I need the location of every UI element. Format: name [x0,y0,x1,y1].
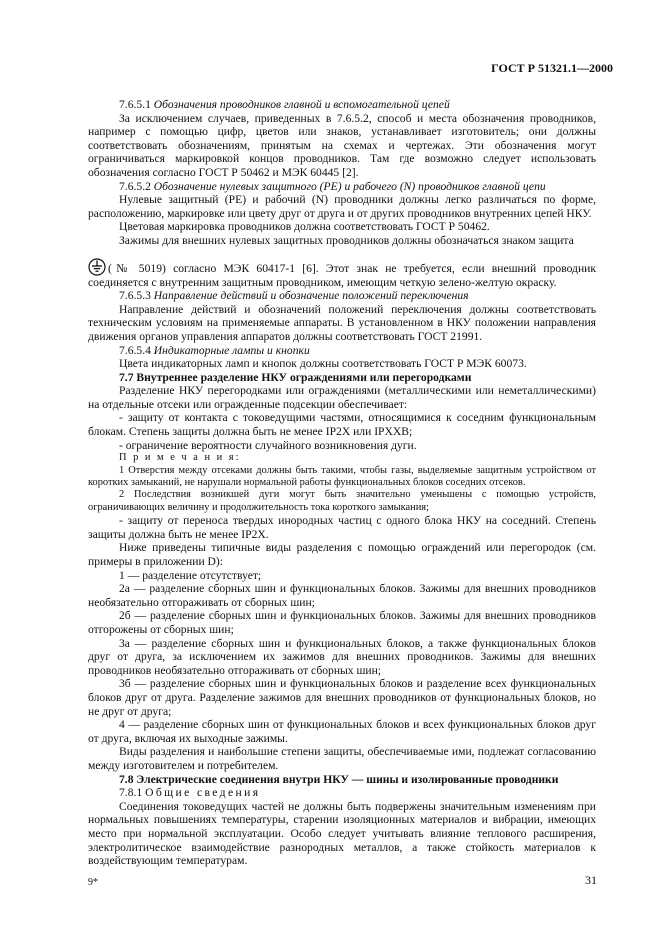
clause-7-6-5-1: 7.6.5.1 Обозначения проводников главной и вспомогательной цепей [119,98,450,111]
paragraph: Направление действий и обозначений положений переключения должны соответствовать техническим условиям на применяемые аппараты. В установленном в НКУ положении направления движения органов управления аппаратов должны соответствовать ГОСТ 21991. [88,302,596,343]
list-item: 3б — разделение сборных шин и функциональных блоков и разделение всех функциональных блоков друг от друга. Разделение зажимов для внешних проводников от функциональных блоков, но не друг от друга; [88,677,596,718]
paragraph: Ниже приведены типичные виды разделения с помощью ограждений или перегородок (см. примеры в приложении D): [88,541,596,569]
document-code: ГОСТ Р 51321.1—2000 [491,61,613,75]
list-item: 4 — разделение сборных шин от функциональных блоков и всех функциональных блоков друг от друга, включая их выходные зажимы. [88,718,596,745]
list-item: - защиту от контакта с токоведущими частями, относящимися к соседним функциональным блокам. Степень защиты должна быть не менее IP2X или IPXXB; [88,411,596,439]
list-item: - защиту от переноса твердых инородных частиц с одного блока НКУ на соседний. Степень защиты должна быть не менее IP2X. [88,514,596,541]
paragraph: Виды разделения и наибольшие степени защиты, обеспечиваемые ими, подлежат согласованию между изготовителем и потребителем. [88,745,596,772]
paragraph-earth-symbol: (№ 5019) согласно МЭК 60417-1 [6]. Этот знак не требуется, если внешний проводник соединяется с внутренним защитным проводником, имеющим четкую зелено-желтую окраску. [88,258,596,290]
list-item: 2б — разделение сборных шин и функциональных блоков. Зажимы для внешних проводников отгорожены от сборных шин; [88,609,596,637]
list-item: - ограничение вероятности случайного возникновения дуги. [119,438,417,452]
paragraph: Цвета индикаторных ламп и кнопок должны соответствовать ГОСТ Р МЭК 60073. [119,357,527,371]
sheet-mark: 9* [88,877,98,888]
clause-7-6-5-3: 7.6.5.3 Направление действий и обозначение положений переключения [119,289,469,303]
note-item: 1 Отверстия между отсеками должны быть такими, чтобы газы, выделяемые защитным устройством от коротких замыканий, не нарушали нормальной работы функциональных блоков соседних отсеков. [88,464,596,489]
paragraph: Нулевые защитный (PE) и рабочий (N) проводники должны легко различаться по форме, расположению, маркировке или цвету друг от друга и от других проводников внутренних цепей НКУ. [88,193,596,220]
section-heading-7-7: 7.7 Внутреннее разделение НКУ ограждениями или перегородками [119,370,472,384]
clause-7-8-1: 7.8.1 Общие сведения [119,786,261,800]
notes-heading: П р и м е ч а н и я: [119,452,241,464]
list-item: 1 — разделение отсутствует; [119,568,262,582]
paragraph: Разделение НКУ перегородками или ограждениями (металлическими или неметаллическими) на отдельные отсеки или огражденные подсекции обеспечивает: [88,384,596,411]
section-heading-7-8: 7.8 Электрические соединения внутри НКУ — шины и изолированные проводники [119,772,559,786]
clause-7-6-5-2: 7.6.5.2 Обозначение нулевых защитного (PE) и рабочего (N) проводников главной цепи [119,179,546,193]
protective-earth-icon [88,258,106,276]
note-item: 2 Последствия возникшей дуги могут быть значительно уменьшены с помощью устройств, ограничивающих величину и продолжительность тока короткого замыкания; [88,489,596,513]
paragraph: Зажимы для внешних нулевых защитных проводников должны обозначаться знаком защита [119,233,574,247]
list-item: 2а — разделение сборных шин и функциональных блоков. Зажимы для внешних проводников необязательно отгораживать от сборных шин; [88,582,596,609]
paragraph: Соединения токоведущих частей не должны быть подвержены значительным изменениям при нормальных повышениях температуры, старении изоляционных материалов и вибрации, имеющих место при нормальной эксплуатации. Особо следует учитывать влияние теплового расширения, электролитическое взаимодействие разнородных металлов, а также стойкость материалов к воздействующим температурам. [88,799,596,868]
clause-7-6-5-4: 7.6.5.4 Индикаторные лампы и кнопки [119,343,310,357]
page-number: 31 [585,873,597,887]
list-item: 3а — разделение сборных шин и функциональных блоков, а также функциональных блоков друг от друга, за исключением их зажимов для внешних проводников. Зажимы для внешних проводников необязательно отгораживать от сборных шин; [88,636,596,677]
document-body [88,98,596,868]
paragraph: За исключением случаев, приведенных в 7.6.5.2, способ и места обозначения проводников, например с помощью цифр, цветов или знаков, устанавливает изготовитель; они должны соответствовать обозначениям, принятым на схемах и чертежах. Эти обозначения могут ограничиваться маркировкой концов проводников. Там где возможно следует использовать обозначения согласно ГОСТ Р 50462 и МЭК 60445 [2]. [88,111,596,179]
paragraph: Цветовая маркировка проводников должна соответствовать ГОСТ Р 50462. [119,220,490,234]
